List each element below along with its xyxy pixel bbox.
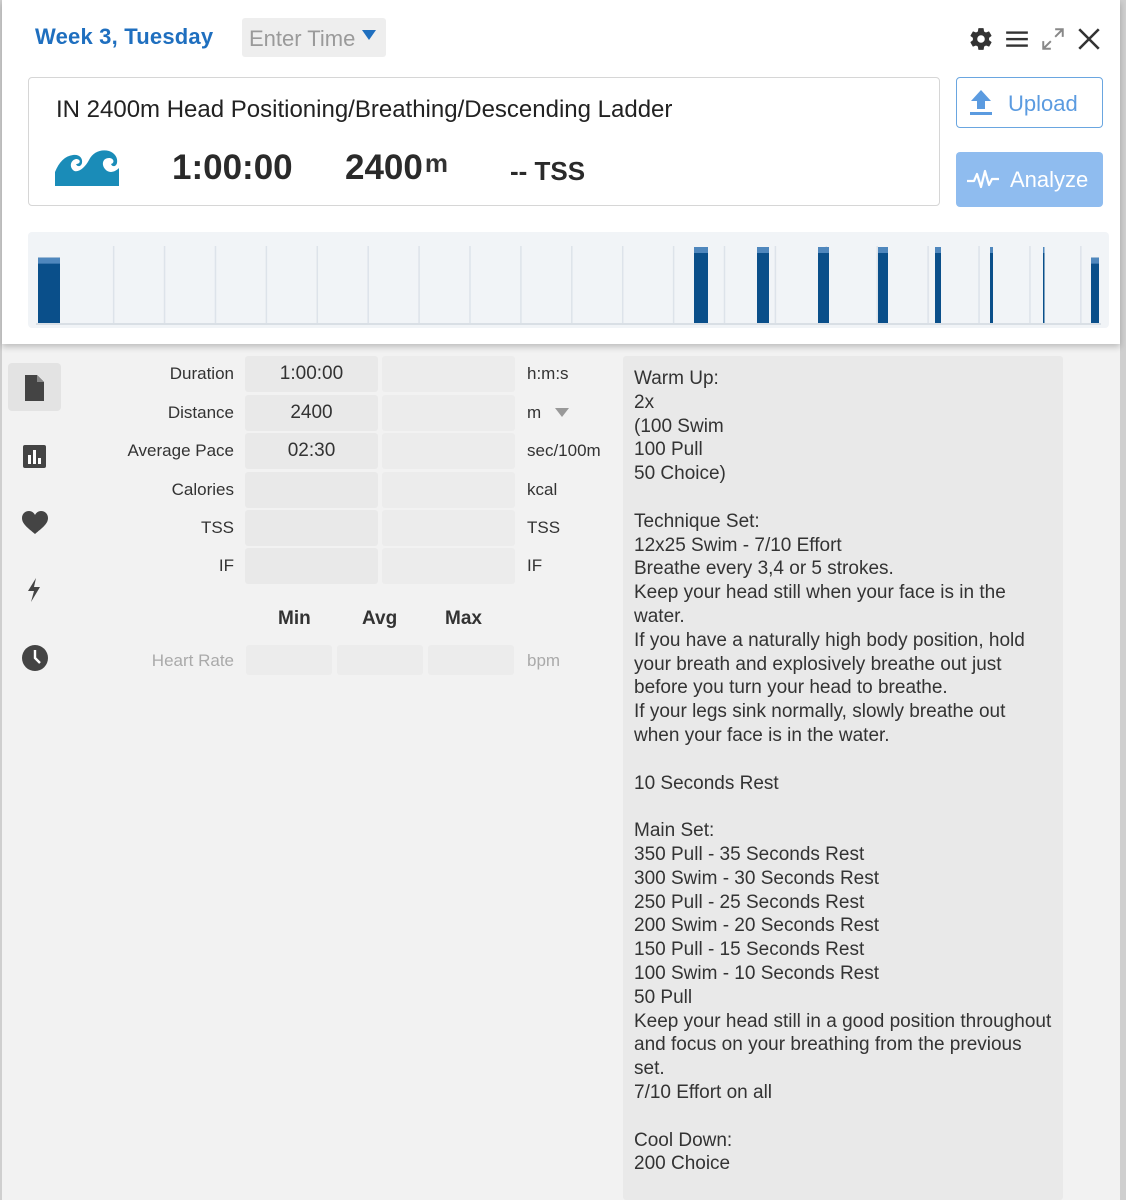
interval-bar[interactable] [38, 258, 60, 323]
distance-unit-caret-icon[interactable] [555, 408, 569, 417]
calories-completed-input[interactable] [382, 472, 515, 508]
interval-bar[interactable] [694, 247, 708, 323]
chart-baseline [36, 323, 1101, 325]
analyze-button[interactable] [956, 152, 1103, 207]
hr-col-min: Min [278, 608, 311, 629]
interval-bar-cap [990, 247, 993, 253]
pace-label: Average Pace [127, 441, 234, 460]
interval-bar-cap [935, 247, 941, 253]
chart-gridline [367, 246, 369, 323]
planned-tss: -- TSS [510, 156, 586, 186]
tss-label: TSS [200, 518, 234, 537]
chart-gridline [1080, 246, 1082, 323]
chart-gridline [317, 246, 319, 323]
tss-completed-input[interactable] [382, 510, 515, 546]
distance-label: Distance [167, 403, 234, 422]
enter-time-label: Enter Time [249, 26, 356, 51]
expand-icon[interactable] [1040, 26, 1066, 52]
heart-icon [21, 509, 49, 537]
upload-label: Upload [1008, 91, 1078, 116]
gear-icon[interactable] [968, 26, 994, 52]
distance-unit-select[interactable]: m [527, 403, 542, 422]
heart-rate-unit: bpm [527, 651, 561, 670]
interval-bar-cap [818, 247, 829, 253]
calories-unit: kcal [527, 480, 558, 499]
menu-icon[interactable] [1004, 26, 1030, 52]
tss-unit: TSS [527, 518, 561, 537]
interval-bar-cap [694, 247, 708, 253]
window-controls [968, 26, 1098, 52]
calories-planned-input[interactable] [245, 472, 378, 508]
chart-gridline [164, 246, 166, 323]
interval-bar[interactable] [1043, 247, 1045, 323]
interval-bar[interactable] [935, 247, 941, 323]
enter-time-dropdown[interactable] [242, 18, 386, 57]
chart-gridline [724, 246, 726, 323]
if-completed-input[interactable] [382, 548, 515, 584]
hr-avg-input[interactable] [337, 645, 423, 675]
duration-completed-input[interactable] [382, 356, 515, 392]
workout-title[interactable]: IN 2400m Head Positioning/Breathing/Descending Ladder [56, 96, 673, 123]
interval-bar[interactable] [990, 247, 993, 323]
clock-icon [21, 644, 49, 672]
backdrop-edge-right [1120, 0, 1126, 1200]
tss-planned-input[interactable] [245, 510, 378, 546]
distance-completed-input[interactable] [382, 395, 515, 431]
chart-gridline [1029, 246, 1031, 323]
duration-label: Duration [169, 364, 234, 383]
analyze-label: Analyze [1010, 167, 1089, 192]
planned-duration: 1:00:00 [172, 148, 293, 187]
heart-rate-label: Heart Rate [151, 651, 234, 670]
interval-bar-cap [38, 258, 60, 264]
distance-planned-input[interactable]: 2400 [245, 395, 378, 431]
workout-summary [28, 77, 940, 206]
chart-gridline [520, 246, 522, 323]
chart-gridline [215, 246, 217, 323]
if-unit: IF [527, 556, 543, 575]
chart-gridline [418, 246, 420, 323]
bar-chart-icon [21, 442, 47, 470]
pulse-icon [966, 169, 1000, 191]
hr-col-avg: Avg [362, 608, 398, 629]
if-label: IF [218, 556, 234, 575]
distance-value: 2400 [345, 148, 423, 187]
interval-bar-cap [878, 247, 888, 253]
planned-distance [345, 148, 448, 188]
chart-gridline [927, 246, 929, 323]
interval-bar[interactable] [818, 247, 829, 323]
duration-planned-input[interactable]: 1:00:00 [245, 356, 378, 392]
duration-unit: h:m:s [527, 364, 569, 383]
chart-gridline [775, 246, 777, 323]
caret-down-icon [362, 30, 376, 40]
upload-icon [969, 89, 993, 117]
hr-col-max: Max [445, 608, 482, 629]
close-icon[interactable] [1076, 26, 1102, 52]
week-day-title: Week 3, Tuesday [35, 24, 214, 49]
pace-completed-input[interactable] [382, 433, 515, 469]
chart-gridline [876, 246, 878, 323]
interval-bar-cap [1091, 258, 1099, 264]
interval-chart[interactable] [28, 232, 1109, 328]
hr-min-input[interactable] [246, 645, 332, 675]
chart-gridline [113, 246, 115, 323]
upload-button[interactable] [956, 77, 1103, 128]
file-icon [21, 374, 47, 402]
interval-bar[interactable] [1091, 258, 1099, 323]
if-planned-input[interactable] [245, 548, 378, 584]
lightning-icon [21, 576, 47, 604]
workout-description[interactable]: Warm Up: 2x (100 Swim 100 Pull 50 Choice) Technique Set: 12x25 Swim - 7/10 Effort Breathe every 3,4 or 5 strokes. Keep your head still when your face is in the water. If you have a naturally high body position, hold your breath and explosively breathe out just before you turn your head to breathe. If your legs sink normally, slowly breathe out when your face is in the water. 10 Seconds Rest Main Set: 350 Pull - 35 Seconds Rest 300 Swim - 30 Seconds Rest 250 Pull - 25 Seconds Rest 200 Swim - 20 Seconds Rest 150 Pull - 15 Seconds Rest 100 Swim - 10 Seconds Rest 50 Pull Keep your head still in a good position throughout and focus on your breathing from the previous set. 7/10 Effort on all Cool Down: 200 Choice [623, 356, 1063, 1200]
pace-planned-input[interactable]: 02:30 [245, 433, 378, 469]
pace-unit: sec/100m [527, 441, 601, 460]
workout-header [2, 0, 1120, 344]
interval-bar-cap [757, 247, 769, 253]
chart-gridline [622, 246, 624, 323]
distance-unit: m [424, 148, 448, 178]
chart-gridline [673, 246, 675, 323]
interval-bar-cap [1043, 247, 1045, 253]
chart-gridline [571, 246, 573, 323]
interval-bar[interactable] [757, 247, 769, 323]
chart-gridline [469, 246, 471, 323]
calories-label: Calories [171, 480, 234, 499]
swim-wave-icon [55, 148, 119, 186]
chart-gridline [978, 246, 980, 323]
hr-max-input[interactable] [428, 645, 514, 675]
chart-gridline [266, 246, 268, 323]
interval-bar[interactable] [878, 247, 888, 323]
